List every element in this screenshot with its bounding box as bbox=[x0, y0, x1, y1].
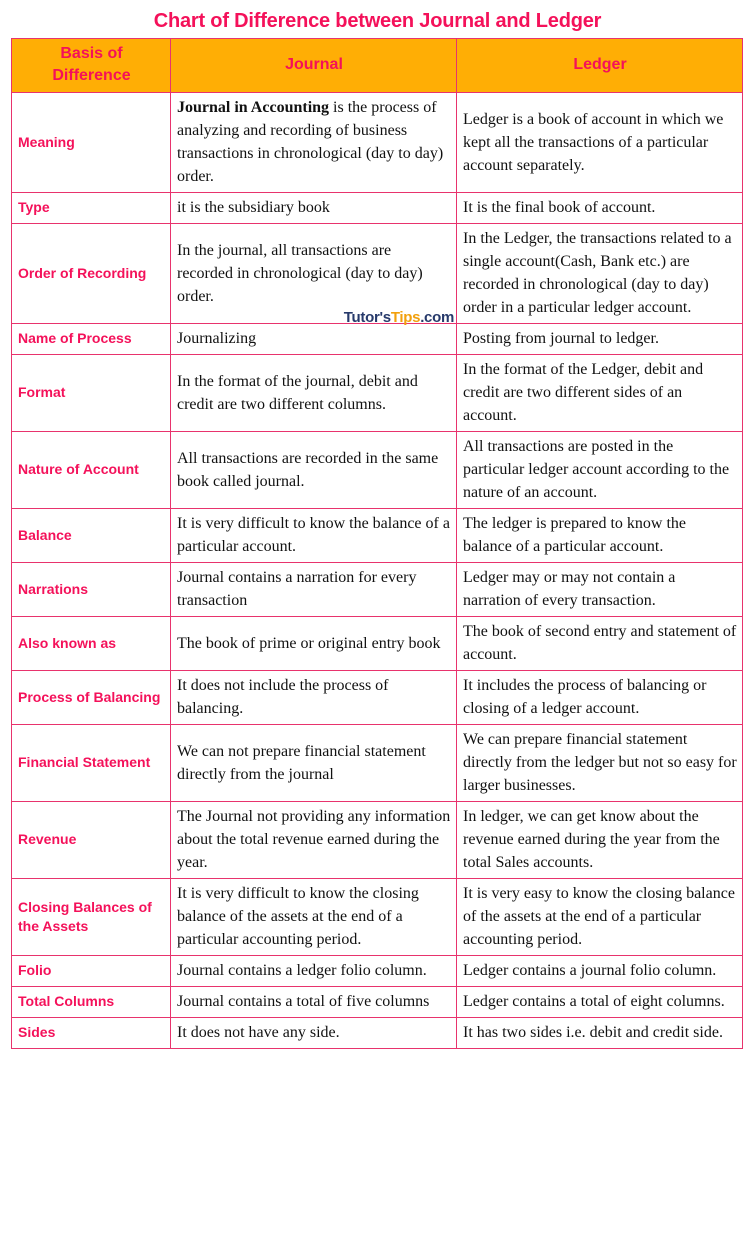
row-basis-label: Process of Balancing bbox=[12, 671, 171, 725]
row-basis-label: Financial Statement bbox=[12, 725, 171, 802]
row-basis-label: Also known as bbox=[12, 617, 171, 671]
row-basis-label: Nature of Account bbox=[12, 432, 171, 509]
site-watermark bbox=[344, 306, 454, 329]
table-row bbox=[12, 879, 743, 956]
row-basis-label: Sides bbox=[12, 1018, 171, 1049]
table-header bbox=[12, 39, 743, 93]
table-row bbox=[12, 509, 743, 563]
row-journal-description bbox=[171, 93, 457, 193]
row-journal-description bbox=[171, 563, 457, 617]
row-ledger-description: Ledger contains a total of eight columns. bbox=[457, 987, 743, 1018]
row-ledger-description: It is the final book of account. bbox=[457, 193, 743, 224]
row-journal-description bbox=[171, 355, 457, 432]
row-journal-description bbox=[171, 671, 457, 725]
row-journal-emphasis: Journal in Accounting bbox=[177, 99, 330, 116]
row-ledger-description: Ledger may or may not contain a narration of every transaction. bbox=[457, 563, 743, 617]
row-ledger-description: Ledger is a book of account in which we kept all the transactions of a particular account separately. bbox=[457, 93, 743, 193]
column-header-basis-of-difference bbox=[12, 39, 171, 93]
table-row bbox=[12, 617, 743, 671]
row-ledger-description: Ledger contains a journal folio column. bbox=[457, 956, 743, 987]
row-journal-description bbox=[171, 617, 457, 671]
table-row bbox=[12, 563, 743, 617]
row-ledger-description: In the format of the Ledger, debit and credit are two different sides of an account. bbox=[457, 355, 743, 432]
row-journal-description-text: Journal contains a narration for every transaction bbox=[177, 569, 417, 609]
row-basis-label: Meaning bbox=[12, 93, 171, 193]
table-row bbox=[12, 193, 743, 224]
row-ledger-description: It is very easy to know the closing balance of the assets at the end of a particular accounting period. bbox=[457, 879, 743, 956]
row-ledger-description: All transactions are posted in the particular ledger account according to the nature of an account. bbox=[457, 432, 743, 509]
table-header-row bbox=[12, 39, 743, 93]
row-basis-label: Balance bbox=[12, 509, 171, 563]
column-header-basis-line2: Difference bbox=[52, 67, 131, 84]
row-journal-description bbox=[171, 802, 457, 879]
row-ledger-description: In ledger, we can get know about the revenue earned during the year from the total Sales accounts. bbox=[457, 802, 743, 879]
row-journal-description-text: It is very difficult to know the closing balance of the assets at the end of a particular accounting period. bbox=[177, 885, 419, 948]
row-journal-description-text: it is the subsidiary book bbox=[177, 199, 330, 216]
column-header-basis-line1: Basis of bbox=[60, 45, 123, 62]
row-basis-label: Narrations bbox=[12, 563, 171, 617]
table-row bbox=[12, 987, 743, 1018]
row-ledger-description: We can prepare financial statement directly from the ledger but not so easy for larger businesses. bbox=[457, 725, 743, 802]
row-journal-description-text: In the journal, all transactions are recorded in chronological (day to day) order. bbox=[177, 241, 423, 305]
row-journal-description-text: Journal contains a ledger folio column. bbox=[177, 962, 427, 979]
column-header-ledger: Ledger bbox=[457, 39, 743, 93]
row-basis-label: Name of Process bbox=[12, 324, 171, 355]
table-row bbox=[12, 1018, 743, 1049]
row-journal-description-text: It does not have any side. bbox=[177, 1024, 340, 1041]
row-ledger-description: In the Ledger, the transactions related to a single account(Cash, Bank etc.) are recorded in chronological (day to day) order in a particular ledger account. bbox=[457, 224, 743, 324]
row-journal-description bbox=[171, 956, 457, 987]
table-row bbox=[12, 355, 743, 432]
table-row bbox=[12, 671, 743, 725]
row-journal-description-text: Journal contains a total of five columns bbox=[177, 993, 430, 1010]
column-header-journal: Journal bbox=[171, 39, 457, 93]
row-ledger-description: The book of second entry and statement of account. bbox=[457, 617, 743, 671]
row-basis-label: Total Columns bbox=[12, 987, 171, 1018]
row-journal-description bbox=[171, 1018, 457, 1049]
row-basis-label: Closing Balances of the Assets bbox=[12, 879, 171, 956]
row-ledger-description: Posting from journal to ledger. bbox=[457, 324, 743, 355]
row-journal-description-text: It is very difficult to know the balance of a particular account. bbox=[177, 515, 450, 555]
row-journal-description-text: The Journal not providing any information about the total revenue earned during the year. bbox=[177, 808, 451, 871]
row-journal-description bbox=[171, 725, 457, 802]
row-basis-label: Revenue bbox=[12, 802, 171, 879]
row-ledger-description: It has two sides i.e. debit and credit side. bbox=[457, 1018, 743, 1049]
row-journal-description-text: We can not prepare financial statement directly from the journal bbox=[177, 742, 426, 783]
row-journal-description-text: Journalizing bbox=[177, 330, 257, 347]
row-ledger-description: It includes the process of balancing or closing of a ledger account. bbox=[457, 671, 743, 725]
table-row bbox=[12, 93, 743, 193]
row-journal-description bbox=[171, 987, 457, 1018]
table-row bbox=[12, 224, 743, 324]
row-basis-label: Folio bbox=[12, 956, 171, 987]
row-journal-description-text: In the format of the journal, debit and credit are two different columns. bbox=[177, 372, 418, 413]
row-basis-label: Type bbox=[12, 193, 171, 224]
page-title: Chart of Difference between Journal and Ledger bbox=[153, 10, 602, 32]
table-row bbox=[12, 432, 743, 509]
row-ledger-description: The ledger is prepared to know the balance of a particular account. bbox=[457, 509, 743, 563]
row-journal-description bbox=[171, 509, 457, 563]
row-journal-description bbox=[171, 432, 457, 509]
row-journal-description bbox=[171, 879, 457, 956]
journal-ledger-comparison-table bbox=[11, 38, 743, 1049]
watermark-part-domain: .com bbox=[420, 309, 454, 326]
row-basis-label: Format bbox=[12, 355, 171, 432]
row-basis-label: Order of Recording bbox=[12, 224, 171, 324]
row-journal-description-text: The book of prime or original entry book bbox=[177, 634, 441, 652]
table-row bbox=[12, 802, 743, 879]
row-journal-description-text: is the process of analyzing and recording of business transactions in chronological (day to day) order. bbox=[177, 99, 444, 185]
row-journal-description bbox=[171, 224, 457, 324]
table-row bbox=[12, 956, 743, 987]
row-journal-description bbox=[171, 193, 457, 224]
row-journal-description-text: It does not include the process of balancing. bbox=[177, 677, 389, 717]
table-row bbox=[12, 725, 743, 802]
row-journal-description-text: All transactions are recorded in the same book called journal. bbox=[177, 449, 439, 490]
table-body bbox=[12, 93, 743, 1049]
watermark-part-tutors: Tutor's bbox=[343, 309, 391, 326]
watermark-part-tips: Tips bbox=[390, 309, 421, 326]
